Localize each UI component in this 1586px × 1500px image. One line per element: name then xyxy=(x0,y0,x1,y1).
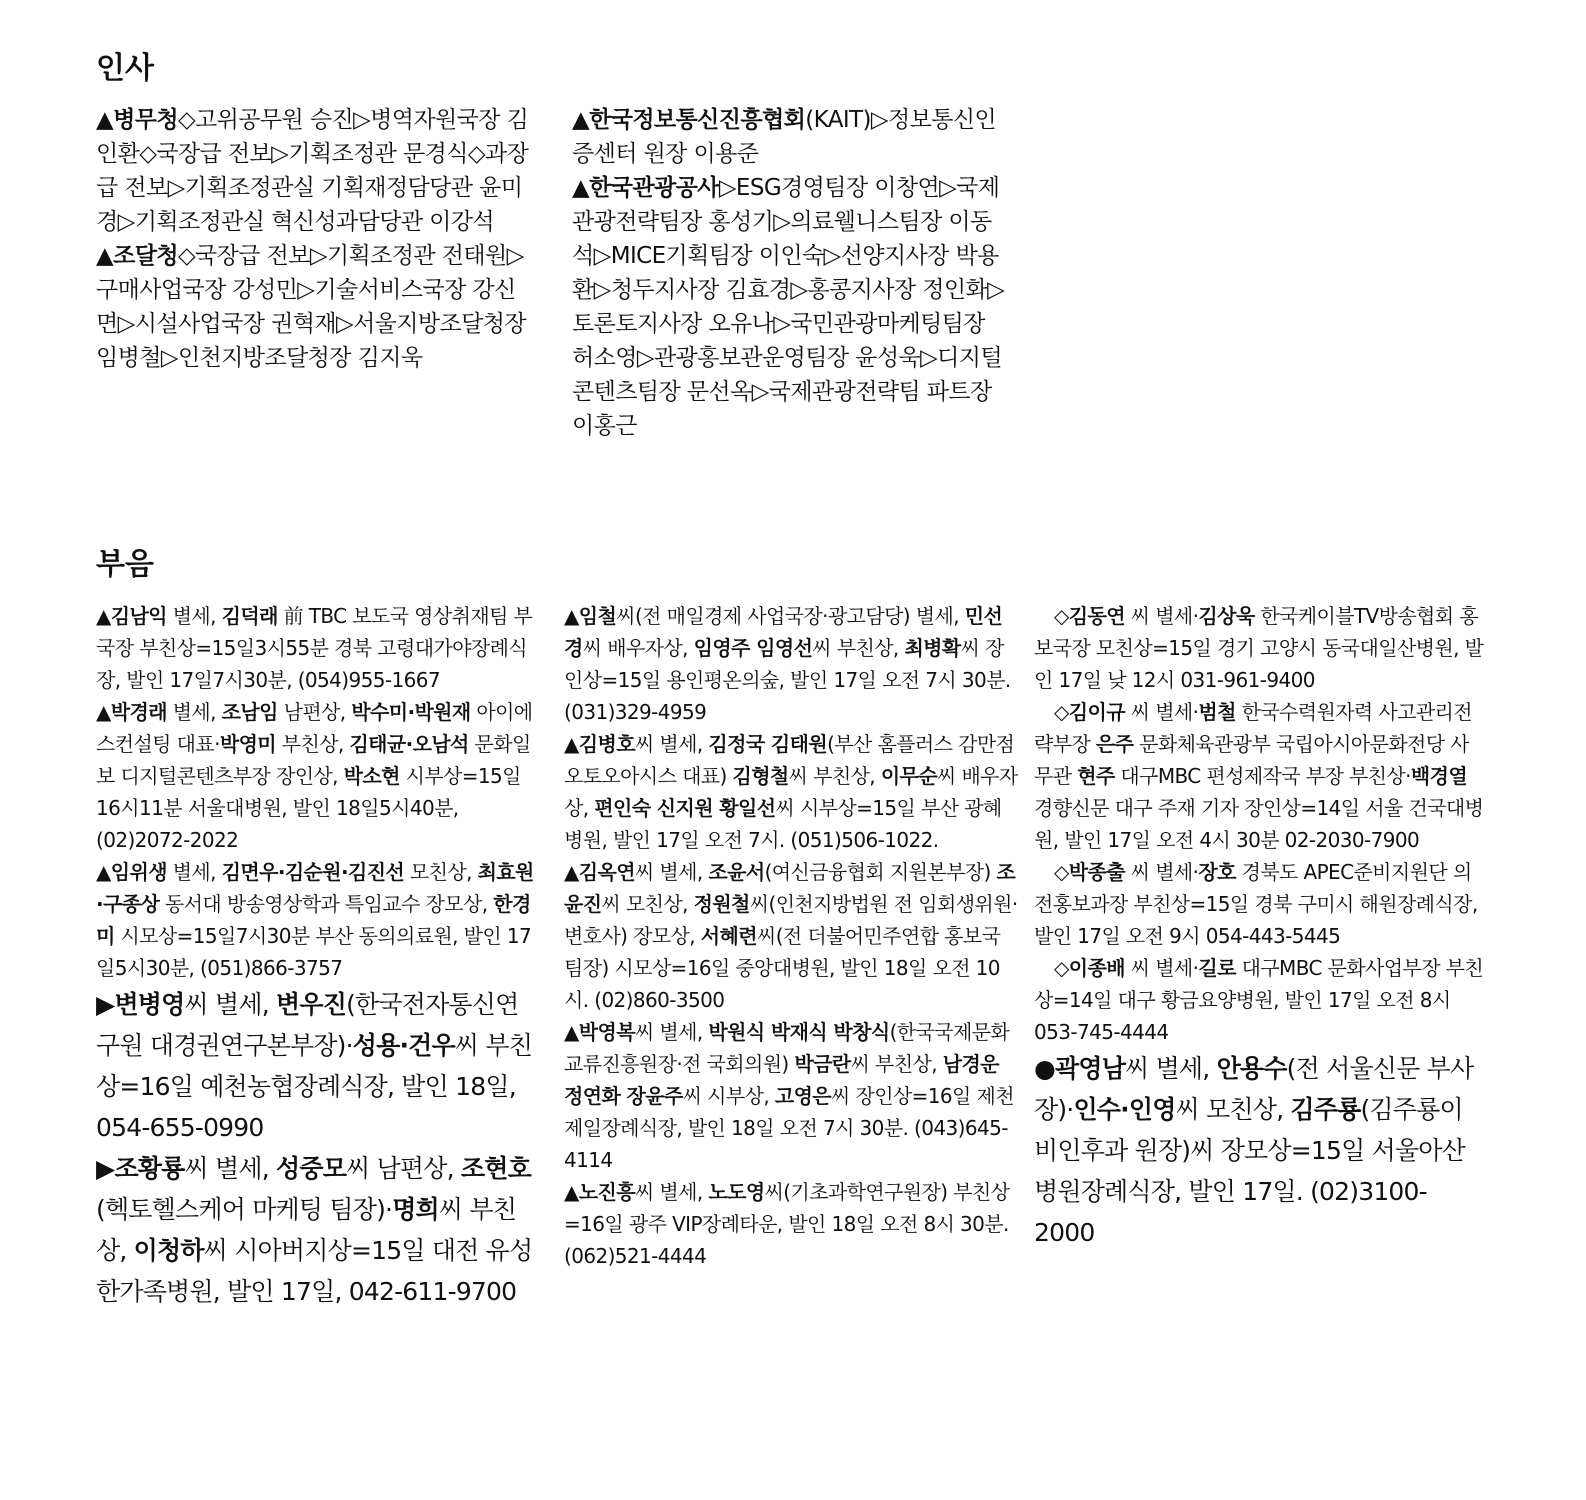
obituary-entry xyxy=(564,1016,1018,1176)
entry-text: ▲ xyxy=(564,732,579,756)
section-title-insa: 인사 xyxy=(96,51,154,86)
entry-text: 경향신문 대구 주재 기자 장인상=14일 서울 건국대병원, 발인 17일 오전 4시 30분 02-2030-7900 xyxy=(1034,796,1484,852)
entry-text: 대구MBC 편성제작국 부장 부친상· xyxy=(1114,764,1411,788)
entry-text: 씨 별세, xyxy=(634,1020,709,1044)
entry-text: 동서대 방송영상학과 특임교수 장모상, xyxy=(159,892,494,916)
person-name: 노도영 xyxy=(708,1180,765,1204)
person-name: 최효원·구종상 xyxy=(96,860,534,916)
entry-text: 씨 남편상, xyxy=(346,1154,461,1183)
person-name: 임위생 xyxy=(110,860,167,884)
person-name: 김면우·김순원·김진선 xyxy=(221,860,405,884)
person-name: 박수미·박원재 xyxy=(351,700,471,724)
person-name: 김이규 xyxy=(1068,700,1125,724)
entry-text: ◇ xyxy=(1054,956,1069,980)
entry-text: 씨 부친상, xyxy=(96,1195,517,1265)
insa-entry: ▲병무청◇고위공무원 승진▷병역자원국장 김인환◇국장급 전보▷기획조정관 문경식◇과장급 전보▷기획조정관실 기획재정담당관 윤미경▷기획조정관실 혁신성과담당관 이강석 xyxy=(96,107,529,235)
entry-text: 남편상, xyxy=(277,700,352,724)
person-name: 남경운 정연화 장윤주 xyxy=(564,1052,999,1108)
person-name: 백경열 xyxy=(1410,764,1468,788)
entry-text: 아이에스컨설팅 대표· xyxy=(96,700,533,756)
insa-entry: ▲조달청◇국장급 전보▷기획조정관 전태원▷구매사업국장 강성민▷기술서비스국장 강신면▷시설사업국장 권혁재▷서울지방조달청장 임병철▷인천지방조달청장 김지욱 xyxy=(96,243,527,371)
person-name: 조남임 xyxy=(221,700,278,724)
entry-text: 씨 시부상=15일 부산 광혜병원, 발인 17일 오전 7시. (051)506-1022. xyxy=(564,796,1002,852)
person-name: 임영주 임영선 xyxy=(693,636,813,660)
entry-text: 씨 별세, xyxy=(634,860,709,884)
entry-text: 경북도 APEC준비지원단 의전홍보과장 부친상=15일 경북 구미시 해원장례식장, 발인 17일 오전 9시 054-443-5445 xyxy=(1034,860,1478,948)
obituary-entry xyxy=(1034,600,1486,696)
obituary-entry xyxy=(1034,1048,1486,1253)
entry-text: 씨 배우자상, xyxy=(564,764,1018,820)
obituary-entry xyxy=(1034,952,1486,1048)
entry-text: (부산 홈플러스 감만점 오토오아시스 대표) xyxy=(564,732,1015,788)
entry-text: 별세, xyxy=(166,860,222,884)
entry-text: 대구MBC 문화사업부장 부친상=14일 대구 황금요양병원, 발인 17일 오전 8시 053-745-4444 xyxy=(1034,956,1484,1044)
entry-text: 씨 부친상, xyxy=(812,636,905,660)
person-name: 박경래 xyxy=(110,700,167,724)
entry-text: ▲ xyxy=(96,604,111,628)
person-name: 최병확 xyxy=(904,636,961,660)
entry-text: ▲ xyxy=(564,604,579,628)
entry-text: ▲ xyxy=(564,1180,579,1204)
person-name: 조황룡 xyxy=(114,1154,185,1183)
entry-text: ▲ xyxy=(96,860,111,884)
person-name: 이무순 xyxy=(880,764,937,788)
person-name: 김정국 김태원 xyxy=(708,732,828,756)
entry-text: 前 TBC 보도국 영상취재팀 부국장 부친상=15일3시55분 경북 고령대가야장례식장, 발인 17일7시30분, (054)955-1667 xyxy=(96,604,533,692)
person-name: 변우진 xyxy=(276,990,347,1019)
entry-text: 씨 시아버지상=15일 대전 유성한가족병원, 발인 17일, 042-611-9700 xyxy=(96,1236,533,1306)
org-name: 한국관광공사 xyxy=(589,175,719,201)
obituary-entry xyxy=(564,728,1018,856)
person-name: 김동연 xyxy=(1068,604,1125,628)
person-name: 박종출 xyxy=(1068,860,1125,884)
bueum-column-3 xyxy=(1034,600,1486,1253)
insa-column-1 xyxy=(96,103,536,375)
person-name: 김옥연 xyxy=(578,860,635,884)
entry-text: 문화체육관광부 국립아시아문화전당 사무관 xyxy=(1034,732,1469,788)
entry-text: (헥토헬스케어 마케팅 팀장)· xyxy=(96,1195,393,1224)
insa-entry: ▲한국관광공사▷ESG경영팀장 이창연▷국제관광전략팀장 홍성기▷의료웰니스팀장 이동석▷MICE기획팀장 이인숙▷선양지사장 박용환▷청두지사장 김효경▷홍콩지사장 정인화▷토론토지사장 오유나▷국민관광마케팅팀장 허소영▷관광홍보관운영팀장 윤성욱▷디지털콘텐츠팀장 문선옥▷국제관광전략팀 파트장 이홍근 xyxy=(572,175,1005,439)
person-name: 정원철 xyxy=(693,892,750,916)
person-name: 서혜련 xyxy=(700,924,757,948)
entry-text: ◇ xyxy=(1054,604,1069,628)
person-name: 김남익 xyxy=(110,604,167,628)
entry-text: ▲ xyxy=(564,860,579,884)
obituary-entry xyxy=(96,1148,534,1312)
person-name: 안용수 xyxy=(1216,1054,1287,1083)
person-name: 김상욱 xyxy=(1198,604,1255,628)
entry-text: 시모상=15일7시30분 부산 동의의료원, 발인 17일5시30분, (051)866-3757 xyxy=(96,924,532,980)
person-name: 조윤진 xyxy=(564,860,1016,916)
section-title-bueum: 부음 xyxy=(96,547,154,582)
person-name: 인수·인영 xyxy=(1073,1095,1176,1124)
entry-text: 씨 별세· xyxy=(1124,700,1199,724)
person-name: 고영은 xyxy=(774,1084,832,1108)
person-name: 김덕래 xyxy=(221,604,278,628)
entry-text: 씨 별세· xyxy=(1124,956,1199,980)
entry-text: ▶ xyxy=(96,1154,115,1183)
person-name: 민선경 xyxy=(564,604,1003,660)
entry-text: 한국케이블TV방송협회 홍보국장 모친상=15일 경기 고양시 동국대일산병원, 발인 17일 낮 12시 031-961-9400 xyxy=(1034,604,1484,692)
entry-text: 씨 부친상, xyxy=(788,764,881,788)
entry-text: (한국국제문화교류진흥원장·전 국회의원) xyxy=(564,1020,1010,1076)
insa-entry: ▲한국정보통신진흥협회(KAIT)▷정보통신인증센터 원장 이용준 xyxy=(572,107,997,167)
entry-text: 모친상, xyxy=(404,860,478,884)
entry-text: 씨 부친상=16일 예천농협장례식장, 발인 18일, 054-655-0990 xyxy=(96,1031,533,1142)
bueum-column-2 xyxy=(564,600,1018,1272)
person-name: 곽영남 xyxy=(1055,1054,1126,1083)
obituary-entry xyxy=(96,696,534,856)
person-name: 범철 xyxy=(1198,700,1236,724)
org-name: 한국정보통신진흥협회 xyxy=(589,107,806,133)
entry-text: ◇ xyxy=(1054,860,1069,884)
person-name: 김형철 xyxy=(732,764,789,788)
entry-text: 씨 장인상=16일 제천제일장례식장, 발인 18일 오전 7시 30분. (043)645-4114 xyxy=(564,1084,1014,1172)
entry-text: 별세, xyxy=(166,604,222,628)
person-name: 박원식 박재식 박창식 xyxy=(708,1020,890,1044)
entry-text: 씨 별세· xyxy=(1124,860,1199,884)
person-name: 이청하 xyxy=(133,1236,204,1265)
person-name: 김주룡 xyxy=(1290,1095,1361,1124)
obituary-entry xyxy=(96,984,534,1148)
entry-text: 씨 별세, xyxy=(634,732,709,756)
entry-text: ▶ xyxy=(96,990,115,1019)
person-name: 조윤서 xyxy=(708,860,765,884)
person-name: 명희 xyxy=(392,1195,439,1224)
person-name: 한경미 xyxy=(96,892,531,948)
obituary-entry xyxy=(564,600,1018,728)
entry-text: ◇ xyxy=(1054,700,1069,724)
person-name: 이종배 xyxy=(1068,956,1125,980)
person-name: 박영복 xyxy=(578,1020,635,1044)
entry-text: 씨 모친상, xyxy=(601,892,694,916)
entry-text: 한국수력원자력 사고관리전략부장 xyxy=(1034,700,1472,756)
entry-text: 씨(인천지방법원 전 임회생위원·변호사) 장모상, xyxy=(564,892,1018,948)
person-name: 편인숙 신지원 황일선 xyxy=(594,796,776,820)
entry-text: 씨 배우자상, xyxy=(582,636,694,660)
entry-text: (전 서울신문 부사장)· xyxy=(1034,1054,1474,1124)
obituary-entry xyxy=(564,856,1018,1016)
entry-text: 씨 별세· xyxy=(1124,604,1199,628)
person-name: 임철 xyxy=(578,604,617,628)
person-name: 장호 xyxy=(1198,860,1236,884)
entry-text: 씨 부친상, xyxy=(850,1052,943,1076)
entry-text: 부친상, xyxy=(276,732,350,756)
entry-text: 씨 별세, xyxy=(634,1180,709,1204)
entry-text: 씨 별세, xyxy=(184,1154,276,1183)
obituary-entry xyxy=(96,600,534,696)
person-name: 현주 xyxy=(1077,764,1115,788)
entry-text: ▲ xyxy=(564,1020,579,1044)
entry-text: ▲ xyxy=(96,700,111,724)
entry-text: 시부상=15일16시11분 서울대병원, 발인 18일5시40분, (02)2072-2022 xyxy=(96,764,521,852)
entry-text: 별세, xyxy=(166,700,222,724)
person-name: 박금란 xyxy=(794,1052,851,1076)
entry-text: (여신금융협회 지원본부장) xyxy=(764,860,997,884)
entry-text: 씨(전 더불어민주연합 홍보국 팀장) 시모상=16일 중앙대병원, 발인 18일 오전 10시. (02)860-3500 xyxy=(564,924,1001,1012)
person-name: 성중모 xyxy=(276,1154,347,1183)
person-name: 은주 xyxy=(1095,732,1134,756)
person-name: 성용·건우 xyxy=(352,1031,455,1060)
person-name: 박영미 xyxy=(219,732,277,756)
person-name: 김태균·오남석 xyxy=(349,732,469,756)
person-name: 변병영 xyxy=(114,990,185,1019)
obituary-entry xyxy=(1034,696,1486,856)
entry-text: 씨 별세, xyxy=(184,990,276,1019)
entry-text: (한국전자통신연구원 대경권연구본부장)· xyxy=(96,990,519,1060)
person-name: 길로 xyxy=(1198,956,1236,980)
entry-text: 씨 장인상=15일 용인평온의숲, 발인 17일 오전 7시 30분. (031)329-4959 xyxy=(564,636,1011,724)
entry-text: 씨 시부상, xyxy=(682,1084,775,1108)
obituary-entry xyxy=(564,1176,1018,1272)
person-name: 조현호 xyxy=(460,1154,531,1183)
person-name: 김병호 xyxy=(578,732,635,756)
insa-column-2 xyxy=(572,103,1012,443)
entry-text: 씨(전 매일경제 사업국장·광고담당) 별세, xyxy=(616,604,965,628)
entry-text: ● xyxy=(1034,1054,1056,1083)
obituary-entry xyxy=(1034,856,1486,952)
entry-text: 문화일보 디지털콘텐츠부장 장인상, xyxy=(96,732,531,788)
org-name: 조달청 xyxy=(113,243,178,269)
entry-text: 씨 모친상, xyxy=(1175,1095,1291,1124)
entry-text: 씨 별세, xyxy=(1125,1054,1217,1083)
person-name: 노진흥 xyxy=(578,1180,635,1204)
obituary-entry xyxy=(96,856,534,984)
person-name: 박소현 xyxy=(343,764,400,788)
entry-text: 씨(기초과학연구원장) 부친상=16일 광주 VIP장례타운, 발인 18일 오전 8시 30분. (062)521-4444 xyxy=(564,1180,1010,1268)
org-name: 병무청 xyxy=(113,107,178,133)
bueum-column-1 xyxy=(96,600,534,1312)
entry-text: (김주룡이비인후과 원장)씨 장모상=15일 서울아산병원장례식장, 발인 17일. (02)3100-2000 xyxy=(1034,1095,1466,1247)
